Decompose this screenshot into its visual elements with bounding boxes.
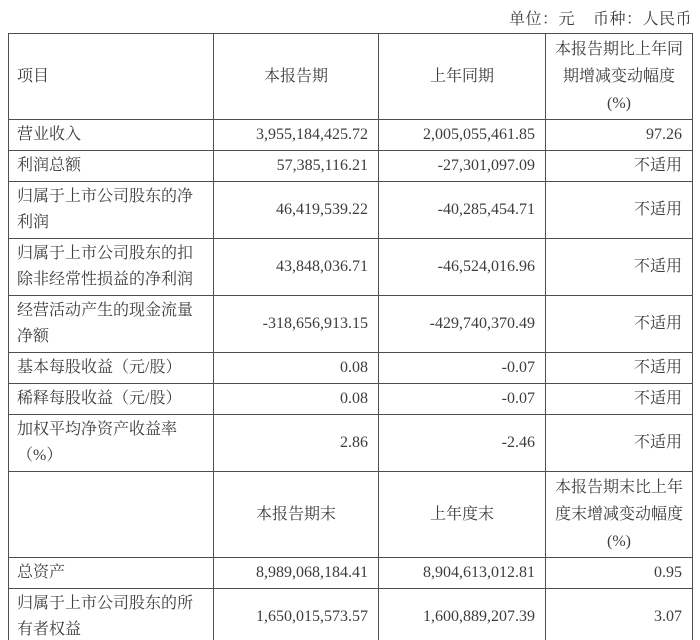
current-value: 0.08 — [214, 353, 379, 384]
change-value: 3.07 — [546, 589, 693, 640]
prior-value: 8,904,613,012.81 — [379, 558, 546, 589]
table-row-operating-revenue — [9, 120, 693, 151]
table-row-weighted-avg-roe — [9, 415, 693, 472]
prior-value: 1,600,889,207.39 — [379, 589, 546, 640]
table-row-total-profit — [9, 151, 693, 182]
change-value: 不适用 — [546, 415, 693, 472]
table-row-net-profit — [9, 182, 693, 239]
current-value: 43,848,036.71 — [214, 239, 379, 296]
change-value: 不适用 — [546, 239, 693, 296]
change-value: 不适用 — [546, 384, 693, 415]
current-value: -318,656,913.15 — [214, 296, 379, 353]
financial-summary-table — [8, 33, 693, 640]
prior-value: -429,740,370.49 — [379, 296, 546, 353]
current-value: 46,419,539.22 — [214, 182, 379, 239]
prior-value: -27,301,097.09 — [379, 151, 546, 182]
balance-header-row — [9, 472, 693, 558]
row-label: 经营活动产生的现金流量净额 — [9, 296, 214, 353]
current-value: 57,385,116.21 — [214, 151, 379, 182]
current-value: 8,989,068,184.41 — [214, 558, 379, 589]
row-label: 基本每股收益（元/股） — [9, 353, 214, 384]
row-label: 总资产 — [9, 558, 214, 589]
period-header-row — [9, 34, 693, 120]
prior-value: -0.07 — [379, 384, 546, 415]
table-row-owners-equity — [9, 589, 693, 640]
row-label: 稀释每股收益（元/股） — [9, 384, 214, 415]
current-value: 1,650,015,573.57 — [214, 589, 379, 640]
table-row-net-profit-deducted — [9, 239, 693, 296]
header-current-period-end: 本报告期末 — [214, 472, 379, 558]
table-row-basic-eps — [9, 353, 693, 384]
header-item: 项目 — [9, 34, 214, 120]
change-value: 不适用 — [546, 151, 693, 182]
header-prior-period: 上年同期 — [379, 34, 546, 120]
header-prior-year-end: 上年度末 — [379, 472, 546, 558]
change-value: 不适用 — [546, 353, 693, 384]
change-value: 0.95 — [546, 558, 693, 589]
table-row-total-assets — [9, 558, 693, 589]
change-value: 不适用 — [546, 296, 693, 353]
current-value: 0.08 — [214, 384, 379, 415]
row-label: 归属于上市公司股东的扣除非经常性损益的净利润 — [9, 239, 214, 296]
prior-value: -46,524,016.96 — [379, 239, 546, 296]
unit-label: 单位：元 — [508, 10, 575, 28]
prior-value: -2.46 — [379, 415, 546, 472]
unit-currency-line — [8, 6, 692, 28]
header-item-empty — [9, 472, 214, 558]
header-change-pct: 本报告期比上年同期增减变动幅度(%) — [546, 34, 693, 120]
table-row-diluted-eps — [9, 384, 693, 415]
row-label: 利润总额 — [9, 151, 214, 182]
row-label: 营业收入 — [9, 120, 214, 151]
current-value: 3,955,184,425.72 — [214, 120, 379, 151]
current-value: 2.86 — [214, 415, 379, 472]
header-current-period: 本报告期 — [214, 34, 379, 120]
header-change-pct-end: 本报告期末比上年度末增减变动幅度(%) — [546, 472, 693, 558]
prior-value: 2,005,055,461.85 — [379, 120, 546, 151]
prior-value: -0.07 — [379, 353, 546, 384]
change-value: 不适用 — [546, 182, 693, 239]
change-value: 97.26 — [546, 120, 693, 151]
prior-value: -40,285,454.71 — [379, 182, 546, 239]
currency-label: 币种：人民币 — [592, 10, 692, 28]
row-label: 加权平均净资产收益率（%） — [9, 415, 214, 472]
table-row-operating-cash-flow — [9, 296, 693, 353]
row-label: 归属于上市公司股东的所有者权益 — [9, 589, 214, 640]
row-label: 归属于上市公司股东的净利润 — [9, 182, 214, 239]
